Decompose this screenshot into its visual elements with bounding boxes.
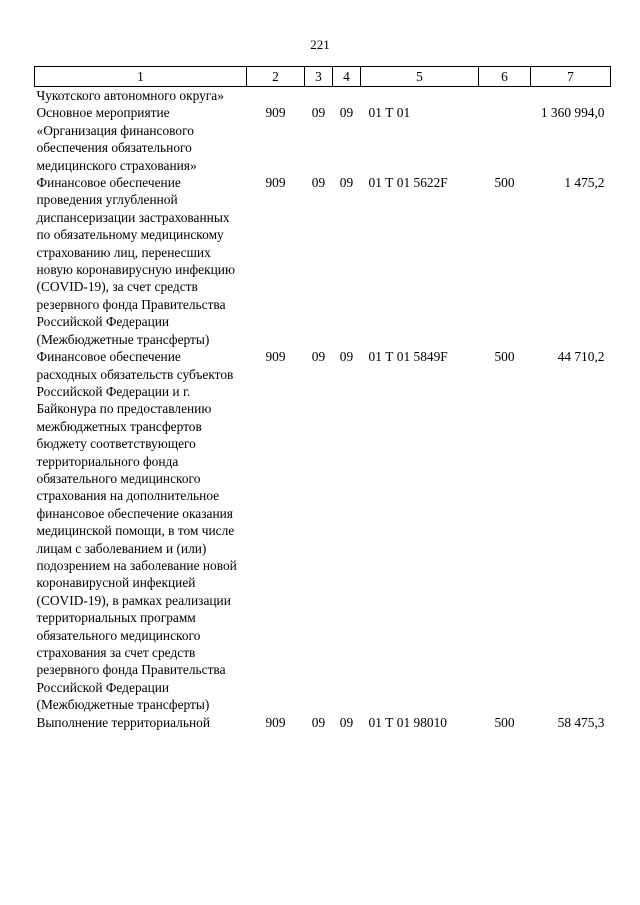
table-row bbox=[35, 174, 611, 348]
amount-value: 58 475,3 bbox=[557, 714, 605, 730]
section-code bbox=[305, 87, 333, 105]
budget-table bbox=[34, 66, 611, 731]
table-row bbox=[35, 714, 611, 731]
section-code: 09 bbox=[311, 105, 326, 121]
header-row bbox=[35, 67, 611, 87]
expense-type-code: 500 bbox=[494, 714, 515, 730]
subsection-code: 09 bbox=[339, 349, 354, 365]
column-header: 6 bbox=[479, 67, 531, 87]
target-article-code: 01 Т 01 98010 bbox=[368, 714, 447, 730]
amount-value: 1 475,2 bbox=[564, 175, 605, 191]
column-header: 7 bbox=[531, 67, 611, 87]
expense-type-code bbox=[479, 87, 531, 105]
expense-type-code bbox=[479, 104, 531, 174]
target-article-code: 01 Т 01 5849F bbox=[368, 349, 448, 365]
target-article-code: 01 Т 01 5622F bbox=[368, 175, 448, 191]
section-code: 09 bbox=[311, 349, 326, 365]
row-name: Основное мероприятие «Организация финансового обеспечения обязательного медицинского страхования» bbox=[36, 105, 197, 173]
target-article-code bbox=[361, 87, 479, 105]
column-header: 3 bbox=[305, 67, 333, 87]
column-header: 2 bbox=[247, 67, 305, 87]
expense-type-code: 500 bbox=[494, 175, 515, 191]
section-code: 09 bbox=[311, 175, 326, 191]
ministry-code: 909 bbox=[265, 714, 286, 730]
subsection-code: 09 bbox=[339, 714, 354, 730]
section-code: 09 bbox=[311, 714, 326, 730]
amount-value: 1 360 994,0 bbox=[540, 105, 605, 121]
ministry-code: 909 bbox=[265, 349, 286, 365]
page-number: 221 bbox=[310, 37, 330, 52]
amount-value bbox=[531, 87, 611, 105]
column-header: 4 bbox=[333, 67, 361, 87]
subsection-code: 09 bbox=[339, 175, 354, 191]
table-body bbox=[35, 87, 611, 732]
amount-value: 44 710,2 bbox=[557, 349, 605, 365]
table-row bbox=[35, 104, 611, 174]
row-name: Финансовое обеспечение расходных обязательств субъектов Российской Федерации и г. Байконура по предоставлению межбюджетных трансфертов бюджету соответствующего территориального фонда обязательного медицинского страхования на дополнительное финансовое обеспечение оказания медицинской помощи, в том числе лицам с заболеванием и (или) подозрением на заболевание новой коронавирусной инфекцией (COVID-19), в рамках реализации территориальных программ обязательного медицинского страхования за счет средств резервного фонда Правительства Российской Федерации (Межбюджетные трансферты) bbox=[36, 349, 237, 713]
column-header: 5 bbox=[361, 67, 479, 87]
subsection-code bbox=[333, 87, 361, 105]
table-header bbox=[35, 67, 611, 87]
target-article-code: 01 Т 01 bbox=[368, 105, 411, 121]
row-name: Выполнение территориальной bbox=[36, 714, 210, 730]
subsection-code: 09 bbox=[339, 105, 354, 121]
ministry-code: 909 bbox=[265, 105, 286, 121]
expense-type-code: 500 bbox=[494, 349, 515, 365]
column-header: 1 bbox=[35, 67, 247, 87]
ministry-code bbox=[247, 87, 305, 105]
row-name: Финансовое обеспечение проведения углубленной диспансеризации застрахованных по обязательному медицинскому страхованию лиц, перенесших новую коронавирусную инфекцию (COVID-19), за счет средств резервного фонда Правительства Российской Федерации (Межбюджетные трансферты) bbox=[36, 175, 235, 347]
ministry-code: 909 bbox=[265, 175, 286, 191]
table-row bbox=[35, 348, 611, 714]
row-name: Чукотского автономного округа» bbox=[36, 88, 224, 103]
table-row bbox=[35, 87, 611, 105]
